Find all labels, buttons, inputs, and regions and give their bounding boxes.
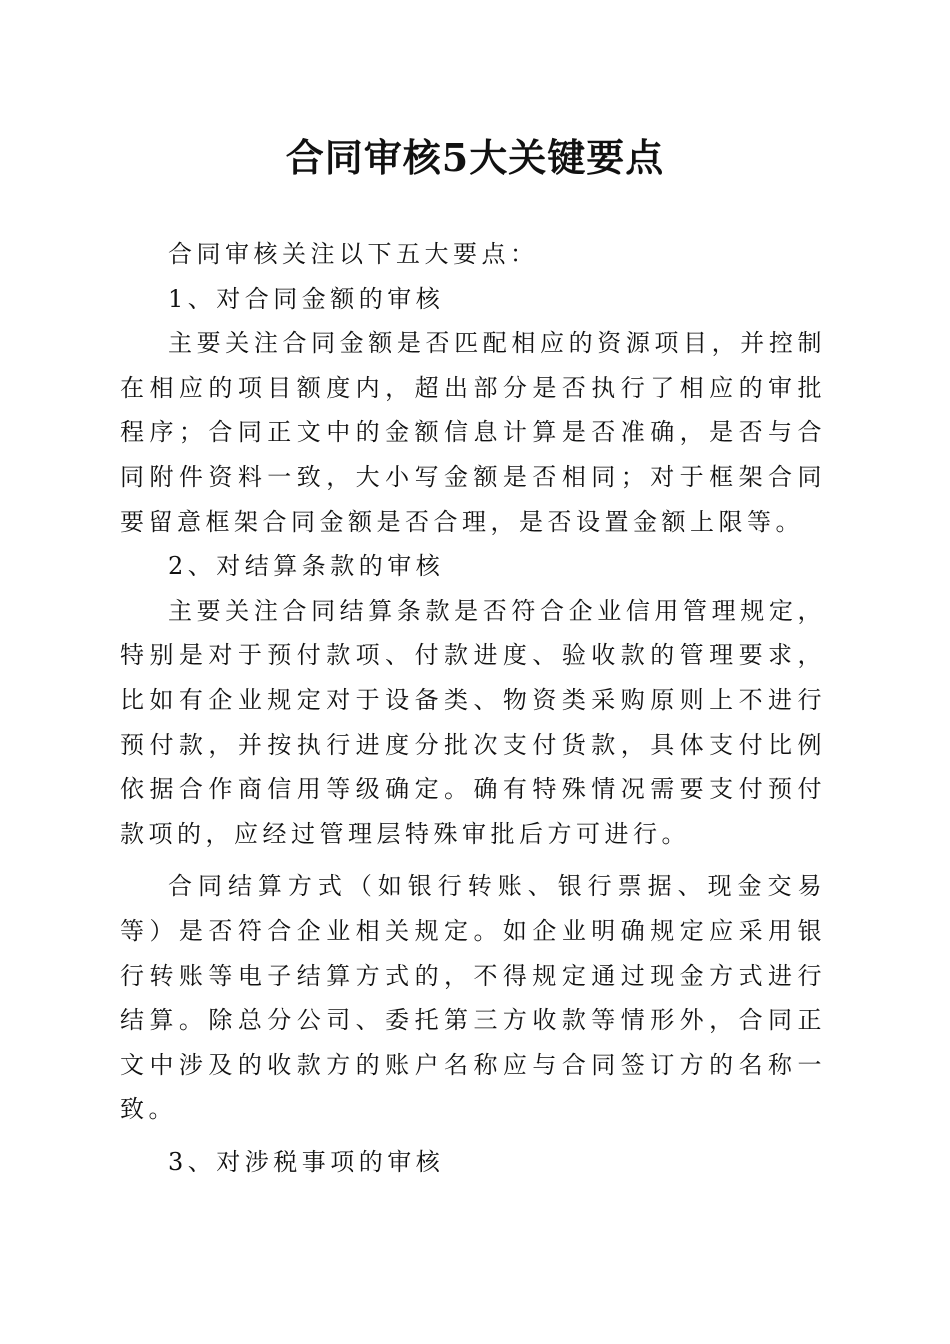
section-2-paragraph-2: 合同结算方式（如银行转账、银行票据、现金交易等）是否符合企业相关规定。如企业明确规定应采用银行转账等电子结算方式的，不得规定通过现金方式进行结算。除总分公司、委托第三方收款等情形外，合同正文中涉及的收款方的账户名称应与合同签订方的名称一致。: [120, 872, 826, 1124]
section-1-paragraph: 主要关注合同金额是否匹配相应的资源项目，并控制在相应的项目额度内，超出部分是否执行了相应的审批程序；合同正文中的金额信息计算是否准确，是否与合同附件资料一致，大小写金额是否相同；对于框架合同要留意框架合同金额是否合理，是否设置金额上限等。: [120, 329, 826, 536]
section-2-paragraph-1: 主要关注合同结算条款是否符合企业信用管理规定，特别是对于预付款项、付款进度、验收款的管理要求，比如有企业规定对于设备类、物资类采购原则上不进行预付款，并按执行进度分批次支付货款，具体支付比例依据合作商信用等级确定。确有特殊情况需要支付预付款项的，应经过管理层特殊审批后方可进行。: [120, 596, 826, 848]
intro-paragraph: 合同审核关注以下五大要点：: [168, 240, 539, 268]
page-title: 合同审核5大关键要点: [285, 135, 665, 180]
section-heading-1: 1、对合同金额的审核: [168, 284, 445, 313]
section-heading-3: 3、对涉税事项的审核: [168, 1147, 445, 1176]
document-body: [120, 232, 826, 1184]
section-heading-2: 2、对结算条款的审核: [168, 552, 445, 581]
